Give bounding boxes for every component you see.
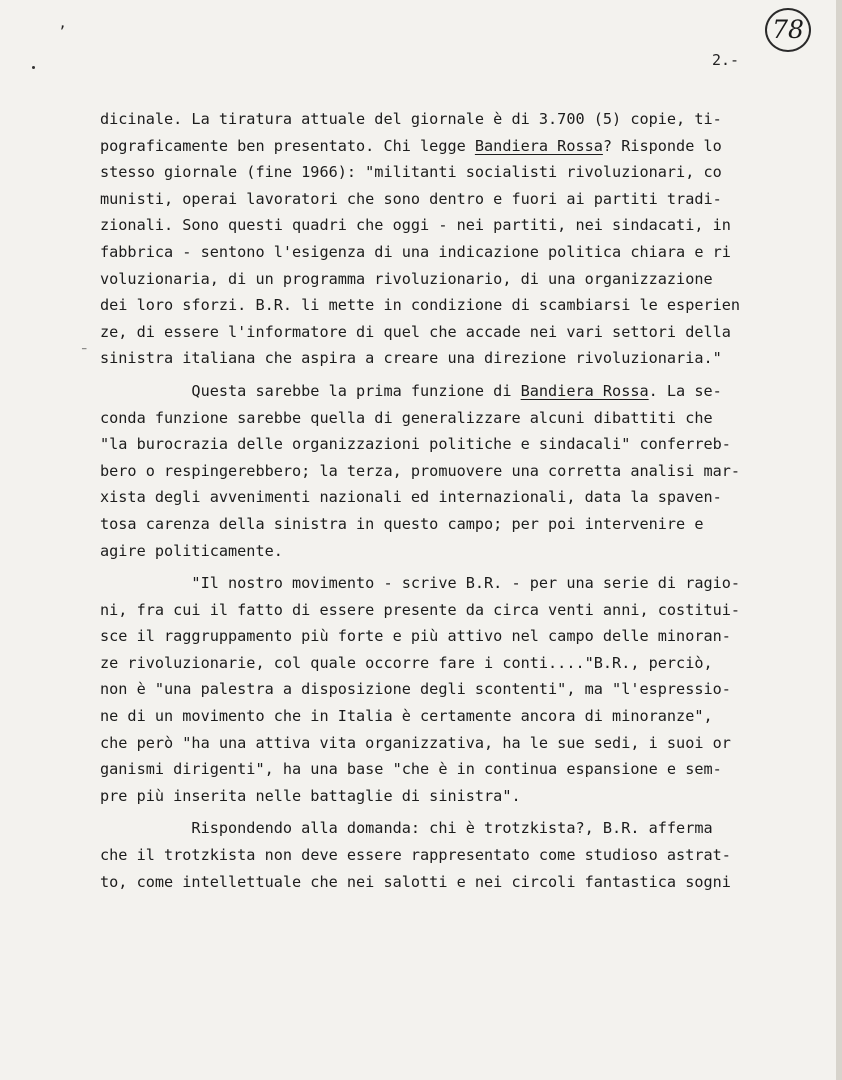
text-line [100,186,790,213]
text-segment: agire politicamente. [100,541,283,560]
text-segment: dei loro sforzi. B.R. li mette in condizione di scambiarsi le esperien [100,296,741,315]
text-segment: Rispondendo alla domanda: chi è trotzkista?, B.R. afferma [100,819,713,838]
text-segment: che il trotzkista non deve essere rappresentato come studioso astrat- [100,846,731,865]
text-segment: tosa carenza della sinistra in questo campo; per poi intervenire e [100,514,704,533]
text-line [100,319,790,346]
margin-dot [32,66,35,69]
text-segment: sce il raggruppamento più forte e più attivo nel campo delle minoran- [100,627,731,646]
text-line [100,458,790,485]
text-segment: ze, di essere l'informatore di quel che accade nei vari settori della [100,322,731,341]
text-segment: Questa sarebbe la prima funzione di [100,381,521,400]
text-line [100,703,790,730]
page-stamp: 78 [765,8,811,52]
text-line [100,292,790,319]
text-segment: sinistra italiana che aspira a creare una direzione rivoluzionaria." [100,349,722,368]
text-line [100,431,790,458]
text-line [100,212,790,239]
corner-tick-mark: ʼ [58,24,67,40]
text-segment: dicinale. La tiratura attuale del giornale è di 3.700 (5) copie, ti- [100,110,722,128]
text-segment: ze rivoluzionarie, col quale occorre fare i conti...."B.R., perciò, [100,653,713,672]
page-number: 2.- [712,51,740,69]
text-segment: fabbrica - sentono l'esigenza di una indicazione politica chiara e ri [100,242,731,261]
text-segment: bero o respingerebbero; la terza, promuovere una corretta analisi mar- [100,461,741,480]
text-segment: pre più inserita nelle battaglie di sinistra". [100,786,521,805]
text-line [100,378,790,405]
text-line [100,405,790,432]
text-line [100,623,790,650]
text-line [100,345,790,372]
text-line [100,239,790,266]
text-line [100,133,790,160]
text-segment: ganismi dirigenti", ha una base "che è in continua espansione e sem- [100,760,722,779]
text-line [100,756,790,783]
text-segment: "la burocrazia delle organizzazioni politiche e sindacali" conferreb- [100,435,731,454]
text-segment: zionali. Sono questi quadri che oggi - nei partiti, nei sindacati, in [100,216,731,235]
page-edge [836,0,842,1080]
text-line [100,597,790,624]
text-line [100,676,790,703]
text-segment: stesso giornale (fine 1966): "militanti socialisti rivoluzionari, co [100,163,722,182]
text-segment: ? Risponde lo [602,136,722,155]
text-line [100,511,790,538]
text-segment: . La se- [648,381,722,400]
text-line [100,106,790,133]
text-segment: pograficamente ben presentato. Chi legge [100,136,475,155]
text-segment: xista degli avvenimenti nazionali ed internazionali, data la spaven- [100,488,722,507]
text-segment: to, come intellettuale che nei salotti e nei circoli fantastica sogni [100,872,731,891]
text-segment: "Il nostro movimento - scrive B.R. - per una serie di ragio- [100,574,741,593]
text-line [100,730,790,757]
text-segment: conda funzione sarebbe quella di generalizzare alcuni dibattiti che [100,408,713,427]
text-line [100,266,790,293]
text-line [100,538,790,565]
text-line [100,815,790,842]
underlined-title: Bandiera Rossa [474,136,603,155]
text-line [100,650,790,677]
text-line [100,783,790,810]
text-segment: ne di un movimento che in Italia è certamente ancora di minoranze", [100,707,713,726]
text-segment: che però "ha una attiva vita organizzativa, ha le sue sedi, i suoi or [100,733,731,752]
text-line [100,570,790,597]
body-text [100,106,790,895]
text-segment: ni, fra cui il fatto di essere presente da circa venti anni, costitui- [100,600,741,619]
text-line [100,869,790,896]
text-segment: voluzionaria, di un programma rivoluzionario, di una organizzazione [100,269,713,288]
margin-mark: ⁻ [80,344,89,360]
text-line [100,159,790,186]
text-line [100,484,790,511]
text-line [100,842,790,869]
text-segment: munisti, operai lavoratori che sono dentro e fuori ai partiti tradi- [100,189,722,208]
text-segment: non è "una palestra a disposizione degli scontenti", ma "l'espressio- [100,680,731,699]
underlined-title: Bandiera Rossa [520,381,649,400]
